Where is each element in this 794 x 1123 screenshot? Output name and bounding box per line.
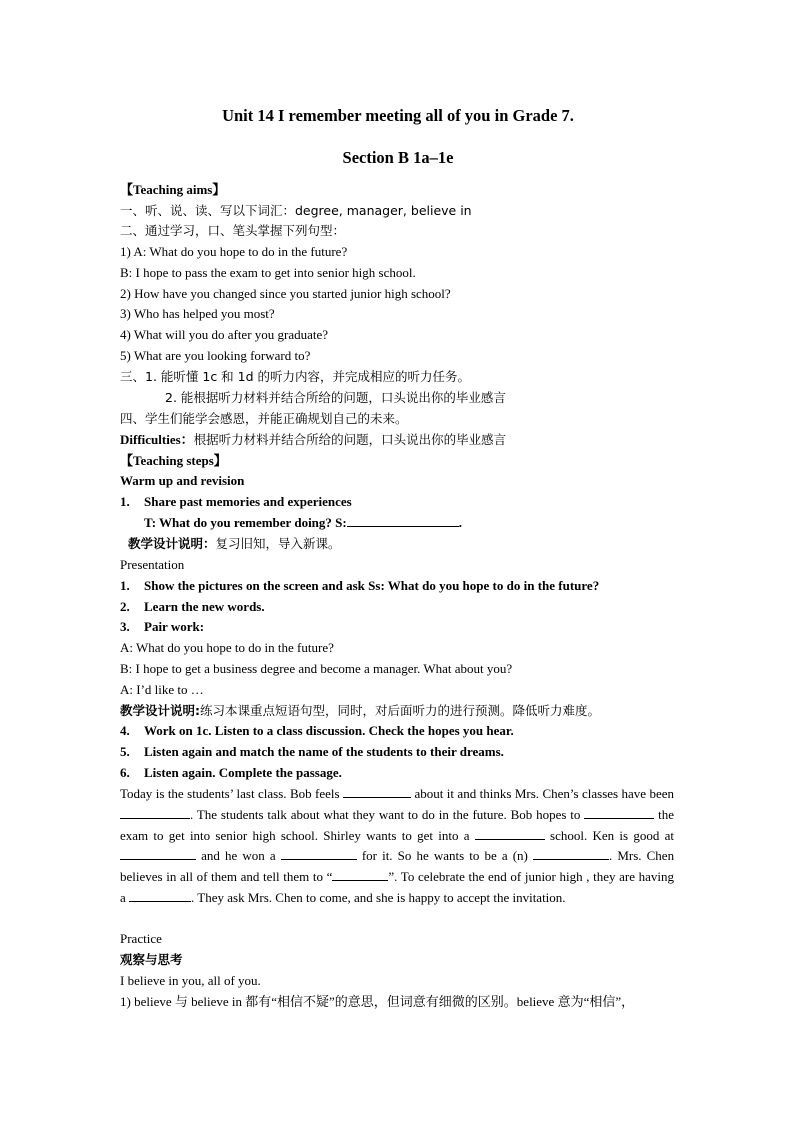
- dialog-end: .: [458, 515, 462, 530]
- passage-blank: [343, 785, 411, 798]
- item-text: Listen again and match the name of the students to their dreams.: [144, 744, 504, 759]
- design-note-2: [120, 701, 600, 721]
- aim-line: 4) What will you do after you graduate?: [120, 327, 329, 342]
- passage-blank: [332, 868, 388, 881]
- item-number: 5.: [120, 744, 130, 759]
- item-text: Work on 1c. Listen to a class discussion. Check the hopes you hear.: [144, 723, 514, 738]
- passage-text: the exam to get into senior high school. Shirley wants to get into a: [120, 806, 675, 843]
- passage-text: ”. To celebrate the end of junior high , they are having a: [120, 869, 674, 905]
- list-item: [120, 597, 265, 617]
- difficulties-text: 根据听力材料并结合所给的问题，口头说出你的毕业感言: [193, 432, 507, 447]
- list-item: [120, 576, 599, 596]
- warmup-item: [120, 492, 352, 512]
- aim-line: B: I hope to pass the exam to get into senior high school.: [120, 265, 416, 280]
- practice-heading: Practice: [120, 931, 162, 946]
- item-text: Show the pictures on the screen and ask Ss: What do you hope to do in the future?: [144, 578, 600, 593]
- unit-title: Unit 14 I remember meeting all of you in Grade 7.: [222, 106, 574, 125]
- difficulties-line: [120, 430, 506, 450]
- item-text: Share past memories and experiences: [144, 494, 352, 509]
- passage-text: Today is the students’ last class. Bob feels: [120, 786, 340, 801]
- warmup-dialog: [144, 513, 462, 533]
- passage-blank: [533, 847, 609, 860]
- list-item: [120, 742, 504, 762]
- design-label: 教学设计说明:: [120, 703, 200, 718]
- section-title: Section B 1a–1e: [342, 148, 454, 167]
- grammar-note: 1) believe 与 believe in 都有“相信不疑”的意思，但词意有细微的区别。believe 意为“相信”，: [120, 994, 635, 1009]
- passage-blank: [281, 847, 357, 860]
- pair-line: A: What do you hope to do in the future?: [120, 640, 334, 655]
- steps-heading: 【Teaching steps】: [120, 453, 227, 468]
- item-number: 3.: [120, 619, 130, 634]
- aim-line: 四、学生们能学会感恩，并能正确规划自己的未来。: [120, 411, 408, 426]
- aim-line: 2. 能根据听力材料并结合所给的问题，口头说出你的毕业感言: [165, 390, 506, 405]
- passage-text: about it and thinks Mrs. Chen’s classes have been: [414, 786, 675, 801]
- aim-line: 三、1. 能听懂 1c 和 1d 的听力内容，并完成相应的听力任务。: [120, 369, 471, 384]
- item-number: 4.: [120, 723, 130, 738]
- item-number: 1.: [120, 494, 130, 509]
- passage-text: for it. So he wants to be a (n): [361, 848, 528, 864]
- passage-blank: [120, 806, 190, 819]
- dialog-text: T: What do you remember doing? S:: [144, 515, 347, 530]
- passage-text: school. Ken is good at: [550, 827, 674, 843]
- aim-line: 1) A: What do you hope to do in the future?: [120, 244, 348, 259]
- passage-blank: [475, 827, 545, 840]
- passage-paragraph: [120, 784, 674, 909]
- answer-blank: [347, 514, 459, 527]
- list-item: [120, 763, 342, 783]
- item-number: 6.: [120, 765, 130, 780]
- passage-text: and he won a: [201, 848, 276, 864]
- pair-line: B: I hope to get a business degree and become a manager. What about you?: [120, 661, 513, 676]
- design-note-1: [128, 534, 341, 554]
- observe-heading: 观察与思考: [120, 952, 183, 967]
- passage-text: . Mrs. Chen believes in all of them and tell them to “: [120, 848, 675, 885]
- passage-text: . They ask Mrs. Chen to come, and she is happy to accept the invitation.: [191, 889, 566, 905]
- aim-line: 3) Who has helped you most?: [120, 306, 275, 321]
- aim-line: 一、听、说、读、写以下词汇：degree, manager, believe in: [120, 203, 472, 218]
- list-item: [120, 617, 204, 637]
- item-text: Pair work:: [144, 619, 205, 634]
- item-number: 2.: [120, 599, 130, 614]
- design-text: 练习本课重点短语句型，同时，对后面听力的进行预测。降低听力难度。: [200, 703, 601, 718]
- aim-line: 二、通过学习，口、笔头掌握下列句型：: [120, 223, 346, 238]
- item-text: Listen again. Complete the passage.: [144, 765, 342, 780]
- difficulties-label: Difficulties：: [120, 432, 194, 447]
- design-text: 复习旧知，导入新课。: [215, 536, 341, 551]
- warmup-heading: Warm up and revision: [120, 473, 245, 488]
- passage-blank: [129, 889, 191, 902]
- aim-line: 2) How have you changed since you started junior high school?: [120, 286, 451, 301]
- item-text: Learn the new words.: [144, 599, 265, 614]
- design-label: 教学设计说明：: [128, 536, 216, 551]
- passage-blank: [120, 847, 196, 860]
- aims-heading: 【Teaching aims】: [120, 182, 226, 197]
- pair-line: A: I’d like to …: [120, 682, 204, 697]
- aim-line: 5) What are you looking forward to?: [120, 348, 311, 363]
- item-number: 1.: [120, 578, 130, 593]
- passage-text: . The students talk about what they want to do in the future. Bob hopes to: [190, 806, 581, 822]
- passage-blank: [584, 806, 654, 819]
- presentation-heading: Presentation: [120, 557, 185, 572]
- example-sentence: I believe in you, all of you.: [120, 973, 261, 988]
- list-item: [120, 721, 514, 741]
